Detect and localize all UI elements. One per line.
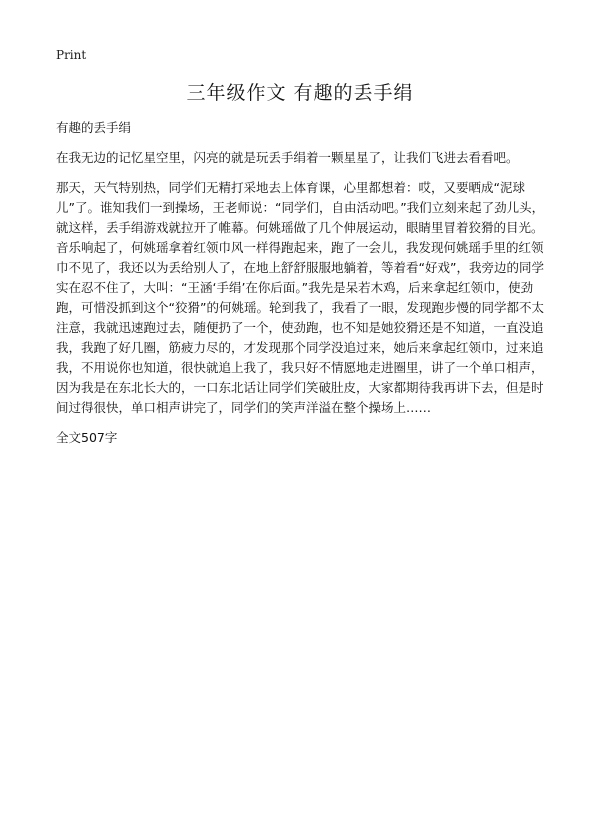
body-paragraph: 那天，天气特别热，同学们无精打采地去上体育课，心里都想着：哎，又要晒成“泥球儿”了。谁知我们一到操场，王老师说：“同学们，自由活动吧。”我们立刻来起了劲儿头，就这样，丢手绢游戏就拉开了帷幕。何姚瑶做了几个伸展运动，眼睛里冒着狡猾的目光。音乐响起了，何姚瑶拿着红领巾风一样得跑起来，跑了一会儿，我发现何姚瑶手里的红领巾不见了，我还以为丢给别人了，在地上舒舒服服地躺着，等着看“好戏”，我旁边的同学实在忍不住了，大叫：“王涵‘手绢’在你后面。”我先是呆若木鸡，后来拿起红领巾，使劲跑，可惜没抓到这个“狡猾”的何姚瑶。轮到我了，我看了一眼，发现跑步慢的同学都不太注意，我就迅速跑过去，随便扔了一个，使劲跑，也不知是她狡猾还是不知道，一直没追我，我跑了好几圈，筋疲力尽的，才发现那个同学没追过来，她后来拿起红领巾，过来追我，不用说你也知道，很快就追上我了，我只好不情愿地走进圈里，讲了一个单口相声，因为我是在东北长大的，一口东北话让同学们笑破肚皮，大家都期待我再讲下去，但是时间过得很快，单口相声讲完了，同学们的笑声洋溢在整个操场上…… <box>56 180 545 415</box>
article-subtitle: 有趣的丢手绢 <box>56 120 132 135</box>
article-content <box>56 118 548 448</box>
intro-paragraph: 在我无边的记忆星空里，闪亮的就是玩丢手绢着一颗星星了，让我们飞进去看看吧。 <box>56 150 519 165</box>
page-title: 三年级作文 有趣的丢手绢 <box>186 82 414 104</box>
word-count: 全文507字 <box>56 430 118 445</box>
print-link[interactable]: Print <box>56 48 87 62</box>
